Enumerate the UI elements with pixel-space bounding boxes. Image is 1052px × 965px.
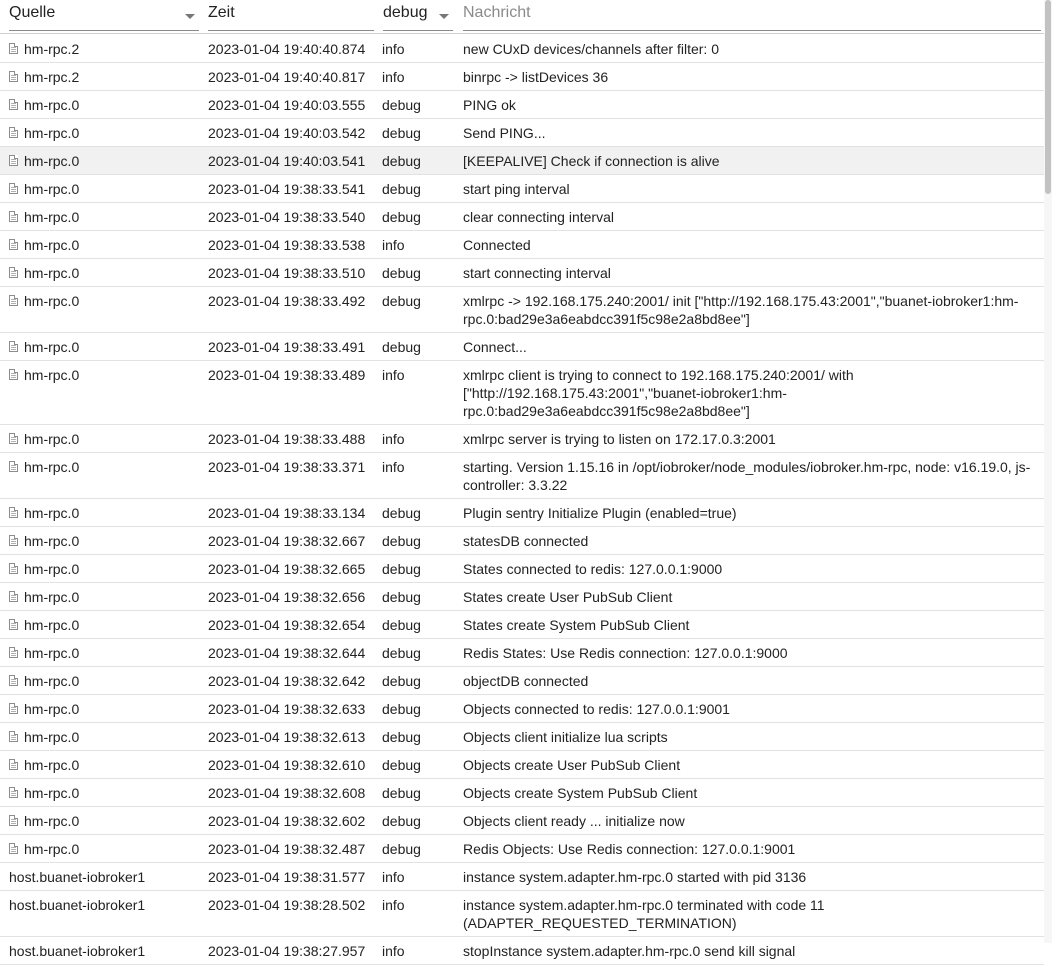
log-source: hm-rpc.0: [24, 589, 80, 605]
log-source-cell: [0, 835, 202, 862]
log-row[interactable]: [0, 361, 1044, 425]
log-severity: info: [382, 943, 405, 959]
file-icon: [9, 211, 18, 222]
severity-filter-select[interactable]: [383, 0, 453, 33]
log-row[interactable]: [0, 807, 1044, 835]
log-message: Objects client initialize lua scripts: [463, 729, 668, 745]
log-severity: debug: [382, 125, 421, 141]
log-source: hm-rpc.0: [24, 153, 80, 169]
log-message: new CUxD devices/channels after filter: 0: [463, 41, 719, 57]
log-source-cell: [0, 937, 202, 964]
log-source-cell: [0, 333, 202, 360]
log-source: hm-rpc.0: [24, 293, 80, 309]
log-severity: debug: [382, 617, 421, 633]
file-icon: [9, 71, 18, 82]
vertical-scrollbar[interactable]: [1044, 0, 1052, 943]
file-icon: [9, 267, 18, 278]
log-source: hm-rpc.2: [24, 41, 80, 57]
log-timestamp: 2023-01-04 19:38:33.488: [208, 431, 366, 447]
log-source-cell: [0, 751, 202, 778]
log-message: statesDB connected: [463, 533, 589, 549]
log-message: Objects create System PubSub Client: [463, 785, 698, 801]
file-icon: [9, 341, 18, 352]
message-filter-placeholder: Nachricht: [463, 4, 531, 21]
log-source: hm-rpc.0: [24, 265, 80, 281]
log-timestamp: 2023-01-04 19:38:33.510: [208, 265, 366, 281]
log-message: Redis States: Use Redis connection: 127.0.0.1:9000: [463, 645, 788, 661]
log-timestamp: 2023-01-04 19:38:32.610: [208, 757, 366, 773]
log-message: States create User PubSub Client: [463, 589, 673, 605]
log-severity: info: [382, 69, 405, 85]
log-message: xmlrpc -> 192.168.175.240:2001/ init ["http://192.168.175.43:2001","buanet-iobroker1:hm-rpc.0:bad29e3a6eabdcc391f5c98e2a8bd8ee"]: [463, 293, 1019, 327]
log-source: hm-rpc.0: [24, 729, 80, 745]
log-timestamp: 2023-01-04 19:38:32.633: [208, 701, 366, 717]
log-severity: info: [382, 459, 405, 475]
log-timestamp: 2023-01-04 19:40:40.817: [208, 69, 366, 85]
log-source: hm-rpc.0: [24, 785, 80, 801]
log-row[interactable]: [0, 203, 1044, 231]
log-timestamp: 2023-01-04 19:40:40.874: [208, 41, 366, 57]
file-icon: [9, 507, 18, 518]
log-severity: debug: [382, 265, 421, 281]
file-icon: [9, 535, 18, 546]
log-timestamp: 2023-01-04 19:38:33.538: [208, 237, 366, 253]
log-row[interactable]: [0, 751, 1044, 779]
log-message: Send PING...: [463, 125, 546, 141]
log-source: hm-rpc.0: [24, 813, 80, 829]
log-message: xmlrpc client is trying to connect to 192.168.175.240:2001/ with ["http://192.168.175.43:2001","buanet-iobroker1:hm-rpc.0:bad29e3a6eabdcc391f5c98e2a8bd8ee"]: [463, 367, 854, 419]
log-row[interactable]: [0, 453, 1044, 499]
log-severity: info: [382, 897, 405, 913]
log-message: Redis Objects: Use Redis connection: 127.0.0.1:9001: [463, 841, 796, 857]
log-severity: debug: [382, 673, 421, 689]
file-icon: [9, 155, 18, 166]
log-message: start connecting interval: [463, 265, 611, 281]
log-row[interactable]: [0, 35, 1044, 63]
log-severity: info: [382, 237, 405, 253]
log-row[interactable]: [0, 667, 1044, 695]
log-row[interactable]: [0, 555, 1044, 583]
log-source: hm-rpc.2: [24, 69, 80, 85]
log-source: hm-rpc.0: [24, 673, 80, 689]
log-timestamp: 2023-01-04 19:38:31.577: [208, 869, 366, 885]
log-severity: debug: [382, 589, 421, 605]
log-severity: debug: [382, 97, 421, 113]
log-source-cell: [0, 863, 202, 890]
log-severity: debug: [382, 153, 421, 169]
file-icon: [9, 43, 18, 54]
log-severity: debug: [382, 757, 421, 773]
log-severity: debug: [382, 841, 421, 857]
log-timestamp: 2023-01-04 19:38:32.656: [208, 589, 366, 605]
log-timestamp: 2023-01-04 19:38:32.644: [208, 645, 366, 661]
log-source-cell: [0, 287, 202, 314]
log-message: binrpc -> listDevices 36: [463, 69, 609, 85]
log-timestamp: 2023-01-04 19:38:32.667: [208, 533, 366, 549]
file-icon: [9, 369, 18, 380]
log-row[interactable]: [0, 723, 1044, 751]
log-message: stopInstance system.adapter.hm-rpc.0 send kill signal: [463, 943, 796, 959]
log-message: Plugin sentry Initialize Plugin (enabled=true): [463, 505, 737, 521]
log-timestamp: 2023-01-04 19:38:33.371: [208, 459, 366, 475]
log-source-cell: [0, 639, 202, 666]
file-icon: [9, 591, 18, 602]
log-source: hm-rpc.0: [24, 701, 80, 717]
log-severity: info: [382, 431, 405, 447]
source-filter-select[interactable]: [9, 0, 199, 33]
log-source-cell: [0, 91, 202, 118]
log-severity: debug: [382, 813, 421, 829]
log-severity: debug: [382, 533, 421, 549]
log-source-cell: [0, 361, 202, 388]
log-timestamp: 2023-01-04 19:40:03.555: [208, 97, 366, 113]
log-timestamp: 2023-01-04 19:40:03.542: [208, 125, 366, 141]
source-filter-label: Quelle: [9, 4, 56, 21]
log-timestamp: 2023-01-04 19:38:32.608: [208, 785, 366, 801]
log-source-cell: [0, 119, 202, 146]
log-row[interactable]: [0, 937, 1044, 965]
log-source-cell: [0, 147, 202, 174]
file-icon: [9, 759, 18, 770]
log-row[interactable]: [0, 583, 1044, 611]
log-severity: debug: [382, 209, 421, 225]
file-icon: [9, 239, 18, 250]
scrollbar-thumb[interactable]: [1045, 0, 1051, 194]
log-row[interactable]: [0, 175, 1044, 203]
log-severity: debug: [382, 181, 421, 197]
log-severity: debug: [382, 505, 421, 521]
log-source-cell: [0, 555, 202, 582]
log-source-cell: [0, 695, 202, 722]
file-icon: [9, 461, 18, 472]
log-timestamp: 2023-01-04 19:38:33.489: [208, 367, 366, 383]
log-source-cell: [0, 203, 202, 230]
log-message: objectDB connected: [463, 673, 589, 689]
log-severity: debug: [382, 339, 421, 355]
log-severity: debug: [382, 785, 421, 801]
chevron-down-icon: [439, 14, 449, 19]
log-source: hm-rpc.0: [24, 367, 80, 383]
log-source: hm-rpc.0: [24, 209, 80, 225]
log-row[interactable]: [0, 333, 1044, 361]
log-message: Objects client ready ... initialize now: [463, 813, 685, 829]
log-row[interactable]: [0, 611, 1044, 639]
log-source-cell: [0, 35, 202, 62]
log-message: [KEEPALIVE] Check if connection is alive: [463, 153, 720, 169]
log-source-cell: [0, 63, 202, 90]
log-row[interactable]: [0, 891, 1044, 937]
log-source: host.buanet-iobroker1: [9, 869, 146, 885]
log-message: Connected: [463, 237, 531, 253]
file-icon: [9, 99, 18, 110]
log-timestamp: 2023-01-04 19:38:33.491: [208, 339, 366, 355]
log-source: hm-rpc.0: [24, 237, 80, 253]
file-icon: [9, 563, 18, 574]
log-timestamp: 2023-01-04 19:38:33.492: [208, 293, 366, 309]
log-table-header: [0, 0, 1044, 34]
log-severity: info: [382, 869, 405, 885]
log-severity: info: [382, 41, 405, 57]
file-icon: [9, 127, 18, 138]
log-severity: debug: [382, 293, 421, 309]
log-message: instance system.adapter.hm-rpc.0 started with pid 3136: [463, 869, 807, 885]
log-row[interactable]: [0, 527, 1044, 555]
log-row[interactable]: [0, 119, 1044, 147]
log-timestamp: 2023-01-04 19:38:32.487: [208, 841, 366, 857]
chevron-down-icon: [185, 14, 195, 19]
log-source: hm-rpc.0: [24, 431, 80, 447]
log-message: Objects create User PubSub Client: [463, 757, 681, 773]
log-row[interactable]: [0, 695, 1044, 723]
log-source-cell: [0, 611, 202, 638]
log-message: States connected to redis: 127.0.0.1:9000: [463, 561, 723, 577]
severity-filter-label: debug: [383, 4, 428, 21]
log-severity: debug: [382, 645, 421, 661]
log-source: hm-rpc.0: [24, 645, 80, 661]
log-row[interactable]: [0, 147, 1044, 175]
file-icon: [9, 647, 18, 658]
file-icon: [9, 787, 18, 798]
log-source: hm-rpc.0: [24, 339, 80, 355]
log-row[interactable]: [0, 231, 1044, 259]
log-row[interactable]: [0, 499, 1044, 527]
log-timestamp: 2023-01-04 19:38:32.602: [208, 813, 366, 829]
log-timestamp: 2023-01-04 19:38:28.502: [208, 897, 366, 913]
log-row[interactable]: [0, 425, 1044, 453]
log-message: Objects connected to redis: 127.0.0.1:9001: [463, 701, 730, 717]
log-source-cell: [0, 807, 202, 834]
log-source: hm-rpc.0: [24, 125, 80, 141]
log-row[interactable]: [0, 287, 1044, 333]
file-icon: [9, 703, 18, 714]
log-row[interactable]: [0, 639, 1044, 667]
log-source-cell: [0, 231, 202, 258]
file-icon: [9, 815, 18, 826]
log-message: instance system.adapter.hm-rpc.0 terminated with code 11 (ADAPTER_REQUESTED_TERMINATION): [463, 897, 825, 931]
log-source: hm-rpc.0: [24, 97, 80, 113]
file-icon: [9, 843, 18, 854]
log-severity: debug: [382, 561, 421, 577]
log-source: hm-rpc.0: [24, 561, 80, 577]
log-source: hm-rpc.0: [24, 757, 80, 773]
log-timestamp: 2023-01-04 19:38:27.957: [208, 943, 366, 959]
log-source-cell: [0, 723, 202, 750]
log-source: hm-rpc.0: [24, 841, 80, 857]
log-row[interactable]: [0, 779, 1044, 807]
log-timestamp: 2023-01-04 19:38:33.540: [208, 209, 366, 225]
log-timestamp: 2023-01-04 19:38:32.665: [208, 561, 366, 577]
log-row[interactable]: [0, 91, 1044, 119]
file-icon: [9, 433, 18, 444]
log-timestamp: 2023-01-04 19:38:33.541: [208, 181, 366, 197]
log-row[interactable]: [0, 835, 1044, 863]
log-source-cell: [0, 527, 202, 554]
log-severity: debug: [382, 701, 421, 717]
file-icon: [9, 619, 18, 630]
log-source: host.buanet-iobroker1: [9, 943, 146, 959]
log-source-cell: [0, 453, 202, 480]
file-icon: [9, 675, 18, 686]
log-timestamp: 2023-01-04 19:38:32.654: [208, 617, 366, 633]
log-message: clear connecting interval: [463, 209, 614, 225]
log-timestamp: 2023-01-04 19:38:33.134: [208, 505, 366, 521]
log-message: xmlrpc server is trying to listen on 172.17.0.3:2001: [463, 431, 776, 447]
log-message: PING ok: [463, 97, 516, 113]
log-source: hm-rpc.0: [24, 181, 80, 197]
log-source-cell: [0, 891, 202, 918]
log-source-cell: [0, 499, 202, 526]
log-message: States create System PubSub Client: [463, 617, 690, 633]
log-source: host.buanet-iobroker1: [9, 897, 146, 913]
time-column-label: Zeit: [208, 4, 235, 21]
log-source-cell: [0, 175, 202, 202]
log-row[interactable]: [0, 259, 1044, 287]
log-severity: debug: [382, 729, 421, 745]
log-rows: [0, 35, 1044, 965]
log-source-cell: [0, 779, 202, 806]
log-row[interactable]: [0, 63, 1044, 91]
log-message: start ping interval: [463, 181, 570, 197]
log-source: hm-rpc.0: [24, 617, 80, 633]
log-row[interactable]: [0, 863, 1044, 891]
log-source-cell: [0, 259, 202, 286]
message-filter-input[interactable]: [463, 0, 1041, 33]
log-source-cell: [0, 583, 202, 610]
log-timestamp: 2023-01-04 19:38:32.613: [208, 729, 366, 745]
file-icon: [9, 731, 18, 742]
log-source-cell: [0, 667, 202, 694]
log-message: Connect...: [463, 339, 527, 355]
log-source-cell: [0, 425, 202, 452]
time-column-header: [208, 0, 374, 33]
log-source: hm-rpc.0: [24, 459, 80, 475]
log-timestamp: 2023-01-04 19:38:32.642: [208, 673, 366, 689]
log-source: hm-rpc.0: [24, 533, 80, 549]
log-message: starting. Version 1.15.16 in /opt/iobroker/node_modules/iobroker.hm-rpc, node: v16.19.0, js-controller: 3.3.22: [463, 459, 1031, 493]
file-icon: [9, 295, 18, 306]
log-severity: info: [382, 367, 405, 383]
log-timestamp: 2023-01-04 19:40:03.541: [208, 153, 366, 169]
log-source: hm-rpc.0: [24, 505, 80, 521]
file-icon: [9, 183, 18, 194]
